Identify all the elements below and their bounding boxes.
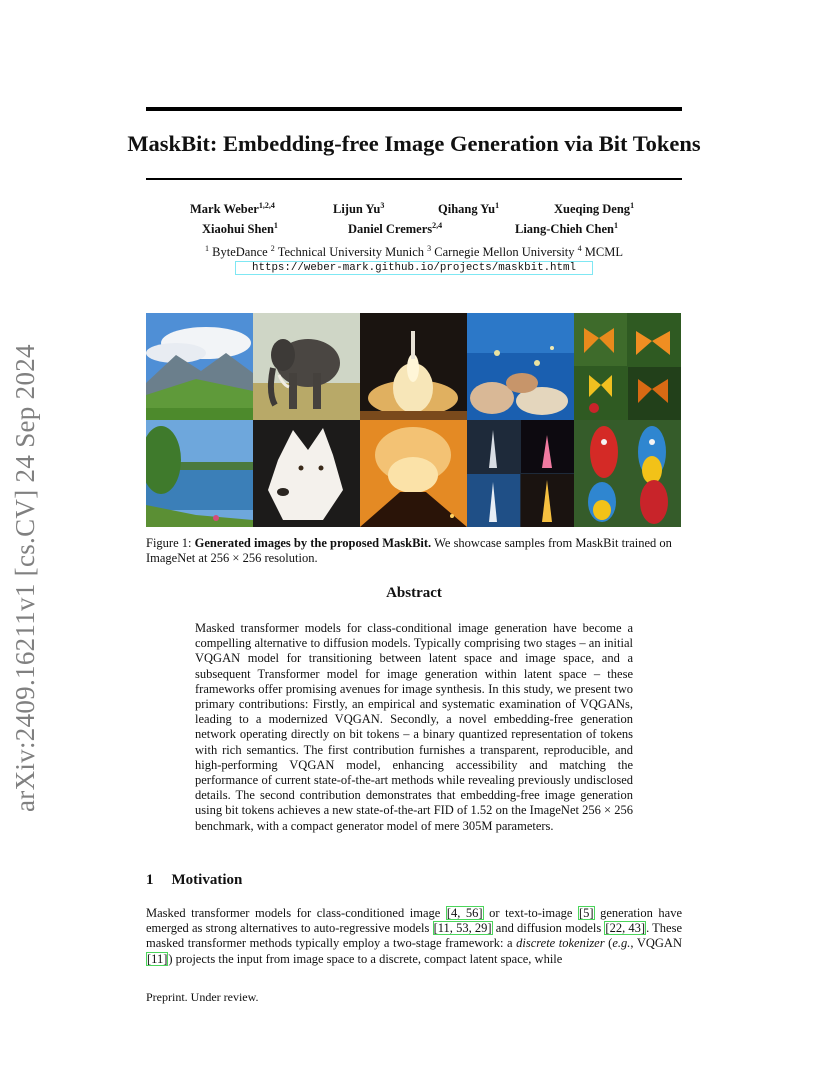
project-url-link[interactable]: https://weber-mark.github.io/projects/maskbit.html: [235, 261, 593, 275]
thumbnail-elephant: [253, 313, 360, 420]
body-paragraph: Masked transformer models for class-conditioned image [4, 56] or text-to-image [5] generation have emerged as strong alternatives to auto-regressive models [11, 53, 29] and diffusion models [22, 43]. These masked transformer methods typically employ a two-stage framework: a discrete tokenizer (e.g., VQGAN [11]) projects the input from image space to a discrete, compact latent space, while: [146, 906, 682, 966]
abstract-text: Masked transformer models for class-conditional image generation have become a compelling alternative to diffusion models. Typically comprising two stages – an initial VQGAN model for transitioning between latent space and image space, and a subsequent Transformer model for image generation within latent space – these frameworks offer promising avenues for image synthesis. In this study, we present two primary contributions: Firstly, an empirical and systematic examination of VQGANs, leading to a modernized VQGAN. Secondly, a novel embedding-free generation network operating directly on bit tokens – a binary quantized representation of tokens with rich semantics. The first contribution furnishes a transparent, reproducible, and high-performing VQGAN model, enhancing accessibility and matching the performance of current state-of-the-art methods while revealing previously undisclosed details. The second contribution demonstrates that embedding-free image generation using bit tokens achieves a new state-of-the-art FID of 1.52 on the ImageNet 256 × 256 benchmark, with a compact generator model of mere 305M parameters.: [195, 621, 633, 833]
paper-title: MaskBit: Embedding-free Image Generation via Bit Tokens: [127, 131, 701, 156]
thumbnail-volcano-eruption: [360, 420, 467, 527]
affiliations: $^1$ ByteDance $^2$ Technical University Munich $^3$ Carnegie Mellon University $^4$ MCML: [205, 244, 623, 260]
citation-link[interactable]: [22, 43]: [605, 921, 646, 936]
thumbnail-lake-shore: [146, 420, 253, 527]
section-number: 1: [146, 872, 154, 888]
author: Xueqing Deng$^1$: [554, 201, 635, 217]
citation-link[interactable]: [11]: [147, 951, 168, 966]
abstract-heading: Abstract: [386, 585, 442, 601]
thumbnail-fountains: [467, 420, 574, 527]
citation-link[interactable]: [5]: [578, 906, 594, 920]
author: Qihang Yu$^1$: [438, 201, 500, 217]
author: Liang-Chieh Chen$^1$: [515, 221, 618, 237]
author: Mark Weber$^{1,2,4}$: [190, 201, 275, 217]
author: Daniel Cremers$^{2,4}$: [348, 221, 443, 237]
section-heading: [146, 872, 242, 889]
title-rule-bottom: [146, 178, 682, 180]
figure-caption: [146, 536, 682, 566]
figure-caption-bold: Generated images by the proposed MaskBit.: [194, 536, 432, 550]
thumbnail-rocket-launch: [360, 313, 467, 420]
figure-caption-text: We showcase samples from MaskBit trained on ImageNet at 256 × 256 resolution.: [146, 536, 672, 565]
thumbnail-white-wolf: [253, 420, 360, 527]
thumbnail-coral-reef: [467, 313, 574, 420]
author: Lijun Yu$^3$: [333, 201, 385, 217]
title-rule-top: [146, 107, 682, 111]
citation-link[interactable]: [11, 53, 29]: [433, 921, 492, 936]
citation-link[interactable]: [4, 56]: [446, 906, 483, 920]
section-title: Motivation: [171, 872, 243, 888]
thumbnail-butterflies: [574, 313, 681, 420]
figure-label: Figure 1:: [146, 536, 192, 550]
author: Xiaohui Shen$^1$: [202, 221, 278, 237]
thumbnail-mountain-landscape: [146, 313, 253, 420]
arxiv-sidebar-stamp: arXiv:2409.16211v1 [cs.CV] 24 Sep 2024: [10, 344, 40, 812]
figure-image-grid: [146, 313, 682, 527]
thumbnail-macaws: [574, 420, 681, 527]
footer-note: Preprint. Under review.: [146, 990, 259, 1004]
